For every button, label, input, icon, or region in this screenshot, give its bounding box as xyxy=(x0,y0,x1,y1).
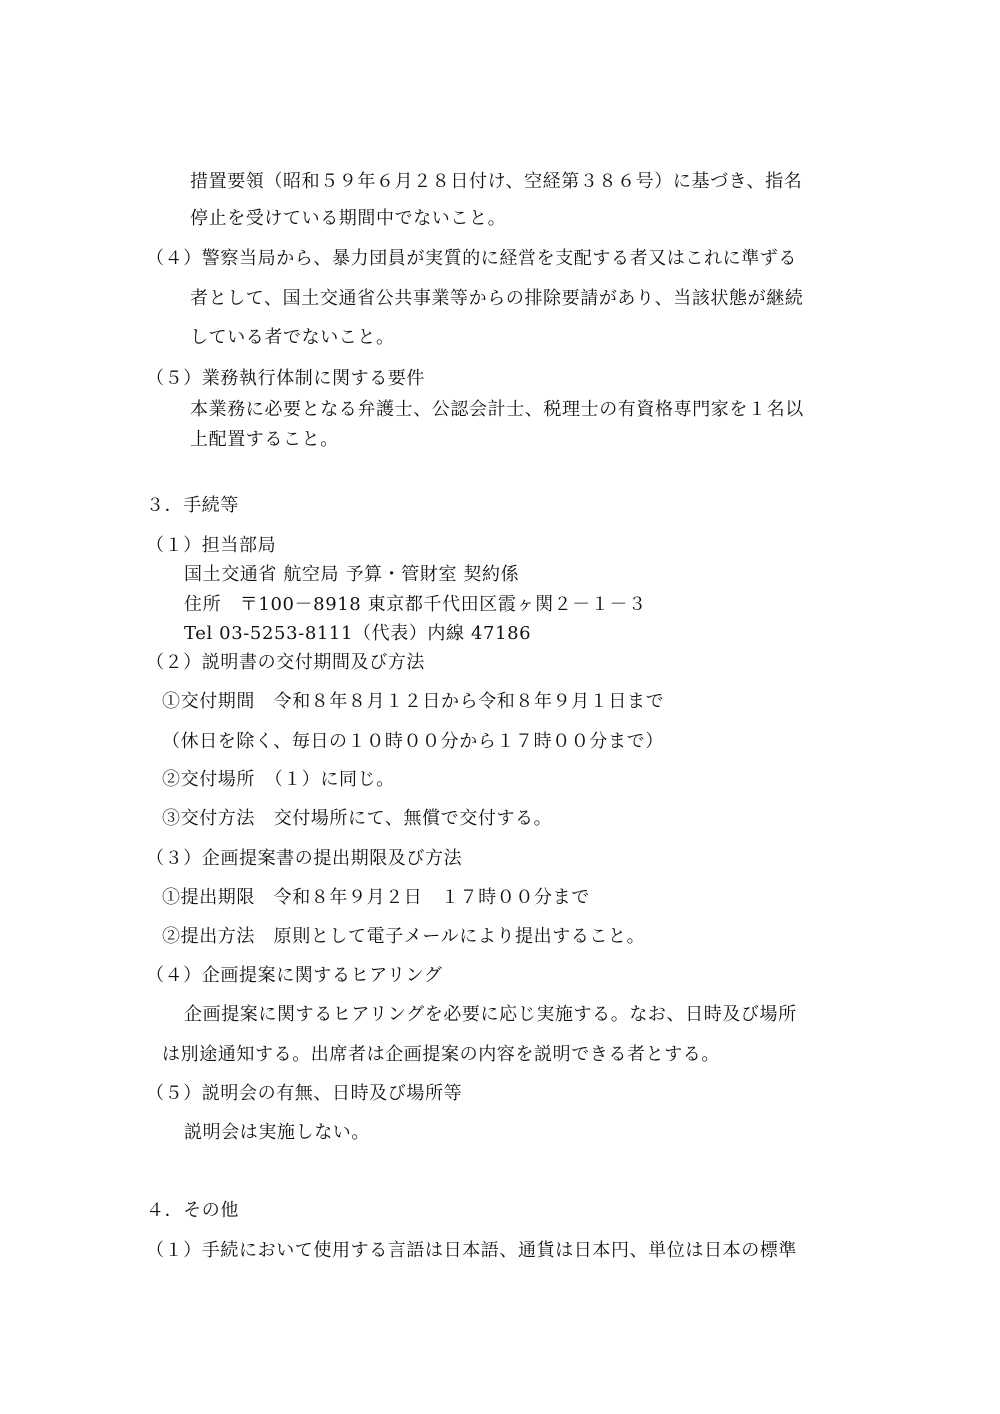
text-line: （１）手続において使用する言語は日本語、通貨は日本円、単位は日本の標準 xyxy=(146,1240,797,1261)
text-line: 停止を受けている期間中でないこと。 xyxy=(190,208,507,229)
text-line: （１）担当部局 xyxy=(146,535,277,556)
text-line: （２）説明書の交付期間及び方法 xyxy=(146,652,425,673)
text-line: 国土交通省 航空局 予算・管財室 契約係 xyxy=(184,564,520,585)
text-line: Tel 03-5253-8111（代表）内線 47186 xyxy=(184,623,532,644)
section-heading: ４．その他 xyxy=(146,1200,239,1221)
text-line: は別途通知する。出席者は企画提案の内容を説明できる者とする。 xyxy=(162,1044,720,1065)
text-line: （４）企画提案に関するヒアリング xyxy=(146,965,443,986)
text-line: （３）企画提案書の提出期限及び方法 xyxy=(146,848,463,869)
text-line: 企画提案に関するヒアリングを必要に応じ実施する。なお、日時及び場所 xyxy=(184,1004,797,1025)
text-line: ①交付期間 令和８年８月１２日から令和８年９月１日まで xyxy=(162,691,665,712)
section-heading: ３．手続等 xyxy=(146,495,239,516)
text-line: （４）警察当局から、暴力団員が実質的に経営を支配する者又はこれに準ずる xyxy=(146,248,797,269)
text-line: ①提出期限 令和８年９月２日 １７時００分まで xyxy=(162,887,590,908)
text-line: 措置要領（昭和５９年６月２８日付け、空経第３８６号）に基づき、指名 xyxy=(190,171,803,192)
text-line: 説明会は実施しない。 xyxy=(184,1122,370,1143)
text-line: 住所 〒100－8918 東京都千代田区霞ヶ関２－１－３ xyxy=(184,594,647,615)
text-line: （５）説明会の有無、日時及び場所等 xyxy=(146,1083,463,1104)
text-line: （休日を除く、毎日の１０時００分から１７時００分まで） xyxy=(162,731,664,752)
text-line: している者でないこと。 xyxy=(190,327,395,348)
text-line: 上配置すること。 xyxy=(190,429,339,450)
text-line: ③交付方法 交付場所にて、無償で交付する。 xyxy=(162,808,553,829)
text-line: ②提出方法 原則として電子メールにより提出すること。 xyxy=(162,926,646,947)
text-line: ②交付場所 （１）に同じ。 xyxy=(162,769,395,790)
text-line: 本業務に必要となる弁護士、公認会計士、税理士の有資格専門家を１名以 xyxy=(190,399,804,420)
text-line: （５）業務執行体制に関する要件 xyxy=(146,368,425,389)
text-line: 者として、国土交通省公共事業等からの排除要請があり、当該状態が継続 xyxy=(190,288,804,309)
